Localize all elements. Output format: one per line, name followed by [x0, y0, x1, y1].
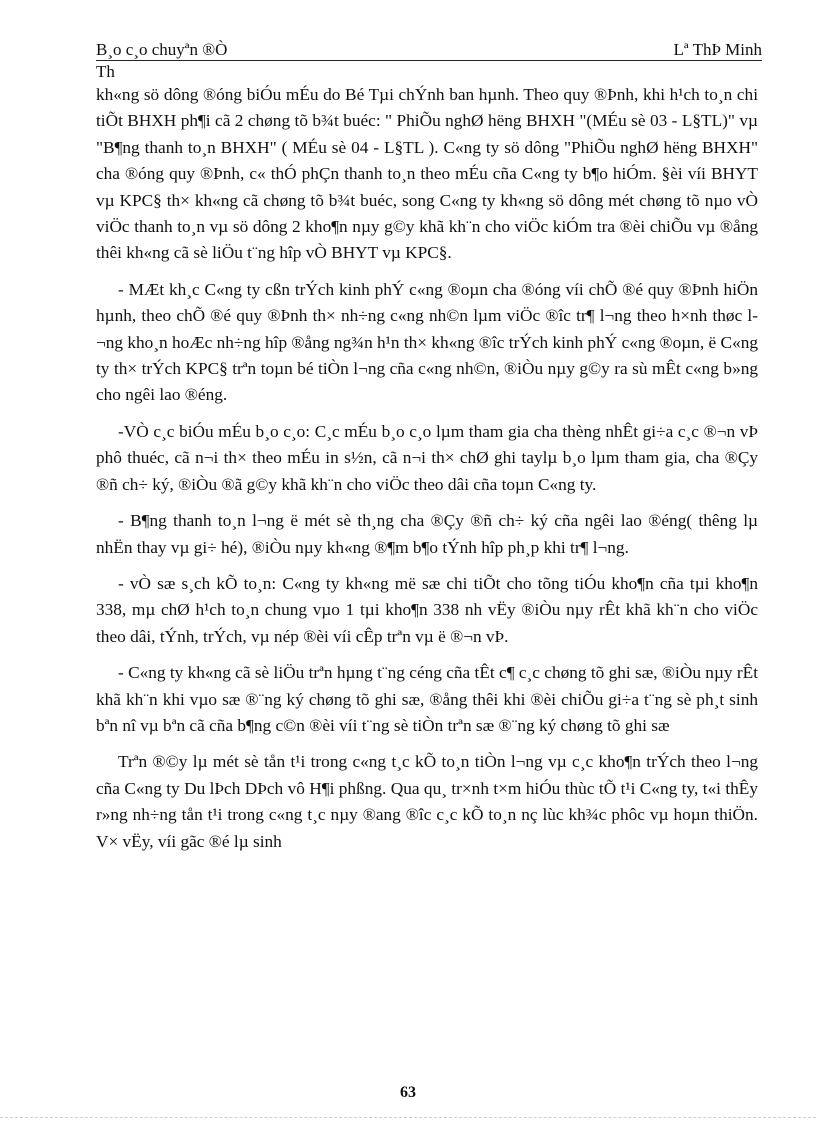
header-author-name: Lª ThÞ Minh — [673, 40, 762, 59]
page-number: 63 — [400, 1084, 416, 1101]
paragraph: kh«ng sö dông ®óng biÓu mÉu do Bé Tµi chÝnh ban hµnh. Theo quy ®Þnh, khi h¹ch to¸n chi tiÕt BHXH ph¶i cã 2 chøng tõ b¾t buéc: " PhiÕu nghØ hëng BHXH "(MÉu sè 03 - L§TL)" vµ "B¶ng thanh to¸n BHXH" ( MÉu sè 04 - L§TL ). C«ng ty sö dông "PhiÕu nghØ hëng BHXH" cha ®óng quy ®Þnh, c« thÓ phÇn thanh to¸n theo mÉu cña C«ng ty b¶o hiÓm. §èi víi BHYT vµ KPC§ th× kh«ng cã chøng tõ b¾t buéc, song C«ng ty kh«ng sö dông mét chøng tõ nµo vÒ viÖc thanh to¸n vµ sö dông 2 kho¶n nµy g©y khã kh¨n cho viÖc kiÓm tra ®èi chiÕu vµ ®ång thêi kh«ng cã sè liÖu t¨ng hîp vÒ BHYT vµ KPC§. — [96, 85, 758, 263]
running-header — [96, 40, 762, 60]
paragraph: - vÒ sæ s¸ch kÕ to¸n: C«ng ty kh«ng më sæ chi tiÕt cho tõng tiÓu kho¶n cña tµi kho¶n 338, mµ chØ h¹ch to¸n chung vµo 1 tµi kho¶n 338 nh vËy ®iÒu nµy rÊt khã kh¨n cho viÖc theo dâi, tÝnh, trÝch, vµ nép ®èi víi cÊp trªn vµ ë ®¬n vÞ. — [96, 573, 758, 646]
page-bottom-border — [0, 1117, 816, 1118]
paragraph: Trªn ®©y lµ mét sè tån t¹i trong c«ng t¸c kÕ to¸n tiÒn l¬ng vµ c¸c kho¶n trÝch theo l¬ng cña C«ng ty Du lÞch DÞch vô H¶i phßng. Qua qu¸ tr×nh t×m hiÓu thùc tÕ t¹i C«ng ty, t«i thÊy r»ng nh÷ng tån t¹i trong c«ng t¸c nµy ®ang ®îc c¸c kÕ to¸n nç lùc kh¾c phôc vµ hoµn thiÖn. V× vËy, víi gãc ®é lµ sinh — [96, 752, 758, 851]
header-continuation: Th — [96, 62, 115, 81]
paragraph: - C«ng ty kh«ng cã sè liÖu trªn hµng t¨ng céng cña tÊt c¶ c¸c chøng tõ ghi sæ, ®iÒu nµy rÊt khã kh¨n khi vµo sæ ®¨ng ký chøng tõ ghi sæ, ®ång thêi khi ®èi chiÕu gi÷a t¨ng sè ph¸t sinh bªn nî vµ bªn cã cña b¶ng c©n ®èi víi t¨ng sè tiÒn trªn sæ ®¨ng ký chøng tõ ghi sæ — [96, 663, 758, 735]
document-body — [96, 82, 758, 865]
paragraph: - B¶ng thanh to¸n l¬ng ë mét sè th¸ng cha ®Çy ®ñ ch÷ ký cña ngêi lao ®éng( thêng lµ nhËn thay vµ gi÷ hé), ®iÒu nµy kh«ng ®¶m b¶o tÝnh hîp ph¸p khi tr¶ l¬ng. — [96, 511, 758, 557]
paragraph: - MÆt kh¸c C«ng ty cßn trÝch kinh phÝ c«ng ®oµn cha ®óng víi chÕ ®é quy ®Þnh hiÖn hµnh, theo chÕ ®é quy ®Þnh th× nh÷ng c«ng nh©n lµm viÖc ®îc tr¶ l¬ng theo h×nh thøc l¬ng kho¸n hoÆc nh÷ng hîp ®ång ng¾n h¹n th× kh«ng ®îc trÝch kinh phÝ c«ng ®oµn, ë C«ng ty th× trÝch KPC§ trªn toµn bé tiÒn l¬ng cña c«ng nh©n, ®iÒu nµy g©y ra sù mÊt c«ng b»ng cho ngêi lao ®éng. — [96, 279, 758, 405]
header-rule — [96, 60, 762, 61]
header-chapter-title: B¸o c¸o chuyªn ®Ò — [96, 40, 228, 59]
paragraph: -VÒ c¸c biÓu mÉu b¸o c¸o: C¸c mÉu b¸o c¸o lµm tham gia cha thèng nhÊt gi÷a c¸c ®¬n vÞ phô thuéc, cã n¬i th× theo mÉu in s½n, cã n¬i th× chØ ghi taylµ b¸o lµm tham gia, cha ®Çy ®ñ ch÷ ký, ®iÒu ®ã g©y khã kh¨n cho viÖc theo dâi cña toµn C«ng ty. — [96, 421, 758, 494]
